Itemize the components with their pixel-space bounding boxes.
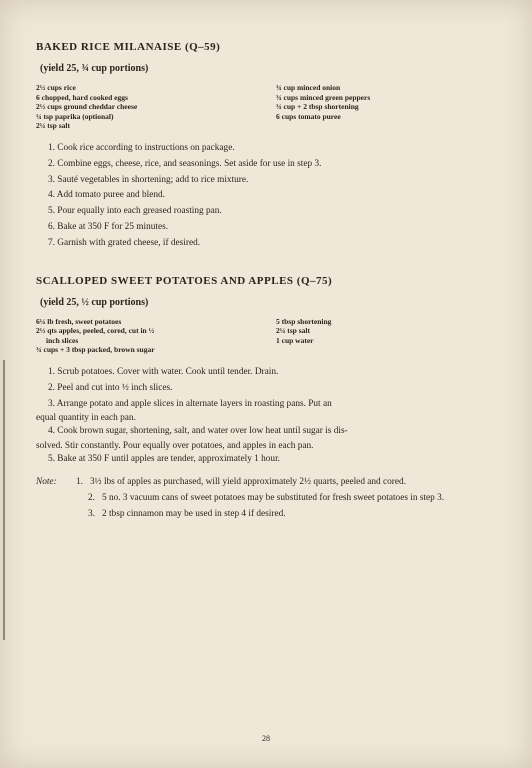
instruction-step: 3. Arrange potato and apple slices in alternate layers in roasting pans. Put an: [48, 398, 332, 409]
note-number: 1.: [76, 476, 83, 487]
ingredient: ¾ cups + 3 tbsp packed, brown sugar: [36, 345, 155, 355]
note-item: [76, 492, 504, 505]
instruction-step: 4. Cook brown sugar, shortening, salt, and water over low heat until sugar is dis-: [48, 426, 348, 437]
instruction-step: 5. Pour equally into each greased roasting pan.: [48, 206, 222, 217]
ingredient: 5 tbsp shortening: [276, 316, 332, 326]
note-text: 5 no. 3 vacuum cans of sweet potatoes may be substituted for fresh sweet potatoes in step 3.: [102, 492, 445, 503]
note-number: 2.: [88, 492, 95, 503]
instruction-step: 7. Garnish with grated cheese, if desired.: [48, 237, 201, 248]
note-list: [76, 476, 504, 524]
instruction-step: 3. Sauté vegetables in shortening; add to rice mixture.: [48, 174, 249, 185]
instructions-list: [36, 141, 504, 252]
instruction-step: 2. Peel and cut into ½ inch slices.: [48, 382, 173, 393]
ingredient: 2½ cups ground cheddar cheese: [36, 102, 138, 112]
ingredient: 2¼ tsp salt: [36, 121, 70, 131]
recipe-scalloped-sweet-potatoes-and-apples: [36, 274, 504, 524]
ingredients-left-column: [36, 317, 276, 355]
recipe-title: SCALLOPED SWEET POTATOES AND APPLES (Q–75): [36, 274, 333, 287]
page-number: 28: [262, 734, 270, 743]
recipe-notes: [36, 476, 504, 524]
ingredient: 2¼ tsp salt: [276, 326, 310, 336]
instruction-step-continuation: solved. Stir constantly. Pour equally over potatoes, and apples in each pan.: [36, 441, 314, 452]
page-content: [36, 40, 504, 524]
instruction-step: 4. Add tomato puree and blend.: [48, 190, 165, 201]
ingredient: 6 cups tomato puree: [276, 111, 341, 121]
ingredients-right-column: [276, 83, 486, 131]
ingredient-continuation: inch slices: [46, 335, 79, 345]
ingredients-list: [36, 83, 504, 131]
note-text: 3½ lbs of apples as purchased, will yield approximately 2½ quarts, peeled and cored.: [90, 476, 407, 487]
ingredients-left-column: [36, 83, 276, 131]
ingredient: 2½ qts apples, peeled, cored, cut in ½: [36, 326, 155, 336]
recipe-title: BAKED RICE MILANAISE (Q–59): [36, 41, 221, 53]
recipe-yield: (yield 25, ½ cup portions): [40, 296, 149, 308]
ingredient: 1 cup water: [276, 335, 314, 345]
instruction-step-continuation: equal quantity in each pan.: [36, 413, 136, 424]
ingredient: 6¼ lb fresh, sweet potatoes: [36, 316, 122, 326]
ingredient: ¾ cups minced green peppers: [276, 92, 371, 102]
instruction-step: 1. Cook rice according to instructions on package.: [48, 142, 235, 153]
ingredient: ¾ cup minced onion: [276, 83, 341, 92]
ingredients-right-column: [276, 317, 486, 355]
note-item: [76, 508, 504, 521]
instruction-step: 5. Bake at 350 F until apples are tender, approximately 1 hour.: [48, 454, 280, 465]
ingredient: ¼ tsp paprika (optional): [36, 111, 114, 121]
note-item: [76, 476, 504, 489]
note-label: Note:: [36, 476, 57, 487]
instructions-list: [36, 365, 504, 468]
instruction-step: 1. Scrub potatoes. Cover with water. Cook until tender. Drain.: [48, 366, 279, 377]
note-text: 2 tbsp cinnamon may be used in step 4 if desired.: [102, 508, 286, 519]
recipe-yield: (yield 25, ¾ cup portions): [40, 63, 149, 74]
note-number: 3.: [88, 508, 95, 519]
ingredients-list: [36, 317, 504, 355]
ingredient: 6 chopped, hard cooked eggs: [36, 92, 128, 102]
ingredient: 2½ cups rice: [36, 83, 76, 92]
instruction-step: 2. Combine eggs, cheese, rice, and seasonings. Set aside for use in step 3.: [48, 158, 322, 169]
ingredient: ¾ cup + 2 tbsp shortening: [276, 102, 359, 112]
instruction-step: 6. Bake at 350 F for 25 minutes.: [48, 221, 169, 232]
recipe-baked-rice-milanaise: [36, 40, 504, 252]
binding-edge-mark: [3, 360, 5, 640]
